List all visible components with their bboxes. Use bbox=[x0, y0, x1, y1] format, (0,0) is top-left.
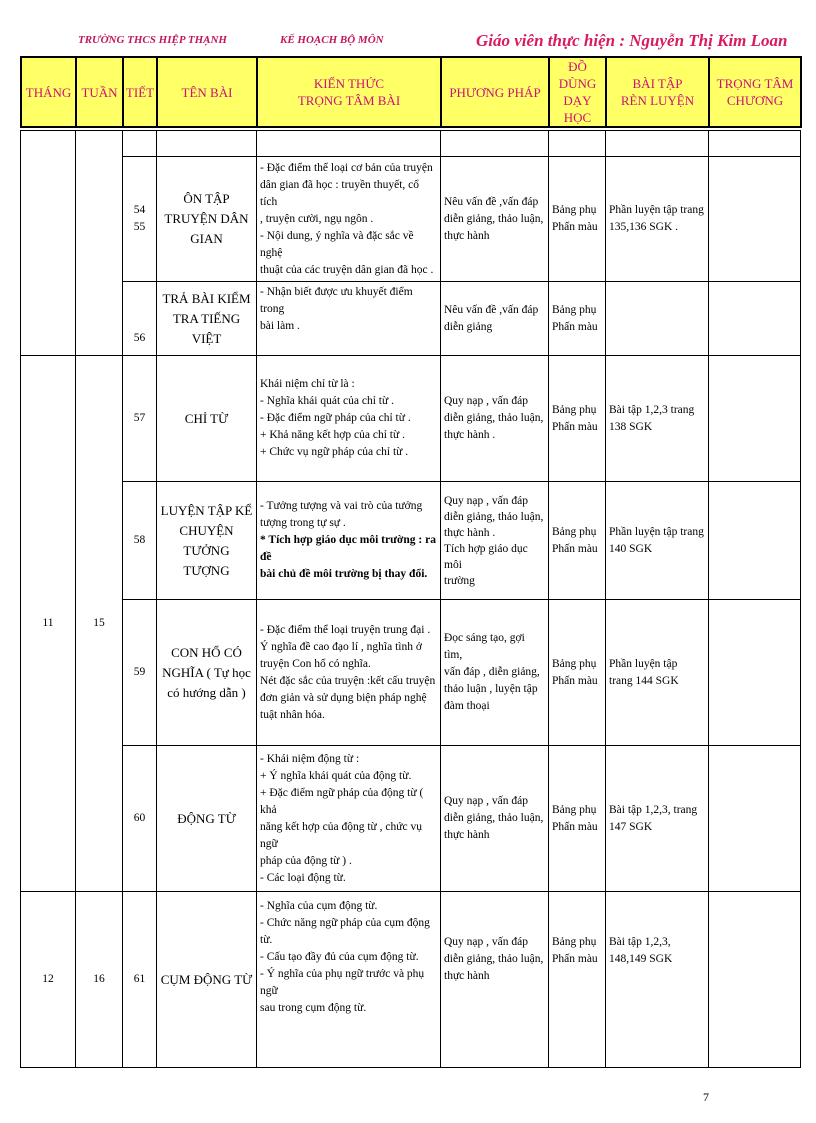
lesson-focus bbox=[709, 482, 801, 600]
lesson-number: 56 bbox=[123, 282, 157, 356]
lesson-exercises: Phần luyện tập trang 144 SGK bbox=[606, 600, 709, 746]
lesson-materials: Bảng phụ Phấn màu bbox=[549, 482, 606, 600]
lesson-number: 57 bbox=[123, 356, 157, 482]
lesson-focus bbox=[709, 356, 801, 482]
lesson-knowledge: - Khái niệm động từ : + Ý nghĩa khái quát của động từ. + Đặc điểm ngữ pháp của động từ ( khả năng kết hợp của động từ , chức vụ ngữ pháp của động từ ) . - Các loại động từ. bbox=[257, 746, 441, 892]
lesson-exercises: Bài tập 1,2,3 trang 138 SGK bbox=[606, 356, 709, 482]
page-number: 7 bbox=[703, 1090, 709, 1104]
week-cell-empty bbox=[76, 131, 123, 356]
lesson-number: 58 bbox=[123, 482, 157, 600]
table-row bbox=[21, 157, 801, 282]
col-trong-tam-line1: TRỌNG TÂM bbox=[716, 76, 794, 91]
month-cell: 12 bbox=[21, 892, 76, 1068]
lesson-materials: Bảng phụ Phấn màu bbox=[549, 157, 606, 282]
table-row bbox=[21, 746, 801, 892]
school-name: TRƯỜNG THCS HIỆP THẠNH bbox=[78, 34, 227, 46]
lesson-method: Quy nạp , vấn đáp diễn giảng, thảo luận, thực hành . Tích hợp giáo dục môi trường bbox=[441, 482, 549, 600]
lesson-materials: Bảng phụ Phấn màu bbox=[549, 282, 606, 356]
table-row bbox=[21, 600, 801, 746]
table-row bbox=[21, 892, 801, 1068]
lesson-knowledge: - Đặc điểm thể loại truyện trung đại . Ý nghĩa đề cao đạo lí , nghĩa tình ở truyện Con hổ có nghĩa. Nét đặc sắc của truyện :kết cấu truyện đơn giản và sử dụng biện pháp nghệ tuật nhân hóa. bbox=[257, 600, 441, 746]
col-thang: THÁNG bbox=[21, 57, 76, 127]
col-do-dung-line2: DẠY HỌC bbox=[563, 93, 592, 125]
lesson-number: 60 bbox=[123, 746, 157, 892]
lesson-focus bbox=[709, 892, 801, 1068]
lesson-focus bbox=[709, 600, 801, 746]
lesson-title: CHỈ TỪ bbox=[157, 356, 257, 482]
teacher-name: Giáo viên thực hiện : Nguyễn Thị Kim Loan bbox=[476, 31, 788, 50]
lesson-title: CON HỔ CÓ NGHĨA ( Tự học có hướng dẫn ) bbox=[157, 600, 257, 746]
lesson-materials: Bảng phụ Phấn màu bbox=[549, 356, 606, 482]
lesson-method: Nêu vấn đề ,vấn đáp diễn giảng, thảo luận, thực hành bbox=[441, 157, 549, 282]
col-tuan: TUẦN bbox=[76, 57, 123, 127]
lesson-method: Quy nạp , vấn đáp diễn giảng, thảo luận, thực hành . bbox=[441, 356, 549, 482]
lesson-focus bbox=[709, 157, 801, 282]
lesson-table bbox=[20, 130, 801, 1068]
week-cell: 15 bbox=[76, 356, 123, 892]
col-kien-thuc bbox=[257, 57, 441, 127]
lesson-exercises: Phần luyện tập trang 140 SGK bbox=[606, 482, 709, 600]
col-bai-tap-line2: RÈN LUYỆN bbox=[620, 93, 695, 108]
col-do-dung-line1: ĐỒ DÙNG bbox=[558, 59, 597, 91]
week-cell: 16 bbox=[76, 892, 123, 1068]
lesson-materials: Bảng phụ Phấn màu bbox=[549, 892, 606, 1068]
lesson-title: LUYỆN TẬP KỂ CHUYỆN TƯỞNG TƯỢNG bbox=[157, 482, 257, 600]
lesson-title: ĐỘNG TỪ bbox=[157, 746, 257, 892]
lesson-method: Đọc sáng tạo, gợi tìm, vấn đáp , diễn giảng, thảo luận , luyện tập đàm thoại bbox=[441, 600, 549, 746]
month-cell-empty bbox=[21, 131, 76, 356]
col-ten-bai: TÊN BÀI bbox=[157, 57, 257, 127]
lesson-focus bbox=[709, 746, 801, 892]
lesson-number: 59 bbox=[123, 600, 157, 746]
lesson-focus bbox=[709, 282, 801, 356]
table-row bbox=[21, 131, 801, 157]
col-phuong-phap: PHƯƠNG PHÁP bbox=[441, 57, 549, 127]
col-bai-tap bbox=[606, 57, 709, 127]
lesson-title: TRẢ BÀI KIỂM TRA TIẾNG VIỆT bbox=[157, 282, 257, 356]
col-bai-tap-line1: BÀI TẬP bbox=[632, 76, 683, 91]
lesson-knowledge: - Đặc điểm thể loại cơ bản của truyện dân gian đã học : truyền thuyết, cổ tích , truyện cười, ngụ ngôn . - Nội dung, ý nghĩa và đặc sắc về nghệ thuật của các truyện dân gian đã học . bbox=[257, 157, 441, 282]
header-table bbox=[20, 56, 802, 128]
lesson-knowledge: - Tưởng tượng và vai trò của tưởng tượng trong tự sự . * Tích hợp giáo dục môi trường : ra đề bài chủ đề môi trường bị thay đổi. bbox=[257, 482, 441, 600]
lesson-knowledge: - Nhận biết được ưu khuyết điểm trong bài làm . bbox=[257, 282, 441, 356]
lesson-number: 61 bbox=[123, 892, 157, 1068]
lesson-materials: Bảng phụ Phấn màu bbox=[549, 600, 606, 746]
lesson-knowledge: - Nghĩa của cụm động từ. - Chức năng ngữ pháp của cụm động từ. - Cấu tạo đầy đủ của cụm động từ. - Ý nghĩa của phụ ngữ trước và phụ ngữ sau trong cụm động từ. bbox=[257, 892, 441, 1068]
lesson-method: Quy nạp , vấn đáp diễn giảng, thảo luận, thực hành bbox=[441, 892, 549, 1068]
col-do-dung bbox=[549, 57, 606, 127]
lesson-number: 54 55 bbox=[123, 157, 157, 282]
lesson-method: Quy nạp , vấn đáp diễn giảng, thảo luận, thực hành bbox=[441, 746, 549, 892]
lesson-title: ÔN TẬP TRUYỆN DÂN GIAN bbox=[157, 157, 257, 282]
lesson-exercises bbox=[606, 282, 709, 356]
lesson-title: CỤM ĐỘNG TỪ bbox=[157, 892, 257, 1068]
month-cell: 11 bbox=[21, 356, 76, 892]
lesson-method: Nêu vấn đề ,vấn đáp diễn giảng bbox=[441, 282, 549, 356]
col-kien-thuc-line1: KIẾN THỨC bbox=[313, 76, 385, 91]
lesson-exercises: Bài tập 1,2,3, 148,149 SGK bbox=[606, 892, 709, 1068]
col-kien-thuc-line2: TRỌNG TÂM BÀI bbox=[297, 93, 401, 108]
lesson-exercises: Phần luyện tập trang 135,136 SGK . bbox=[606, 157, 709, 282]
col-trong-tam-line2: CHƯƠNG bbox=[726, 93, 784, 108]
col-trong-tam bbox=[709, 57, 801, 127]
lesson-knowledge: Khái niệm chỉ từ là : - Nghĩa khái quát của chỉ từ . - Đặc điểm ngữ pháp của chỉ từ . + Khả năng kết hợp của chỉ từ . + Chức vụ ngữ pháp của chỉ từ . bbox=[257, 356, 441, 482]
col-tiet: TIẾT bbox=[123, 57, 157, 127]
lesson-materials: Bảng phụ Phấn màu bbox=[549, 746, 606, 892]
plan-title: KẾ HOẠCH BỘ MÔN bbox=[280, 34, 384, 46]
lesson-exercises: Bài tập 1,2,3, trang 147 SGK bbox=[606, 746, 709, 892]
table-row bbox=[21, 282, 801, 356]
table-row bbox=[21, 482, 801, 600]
table-row bbox=[21, 356, 801, 482]
